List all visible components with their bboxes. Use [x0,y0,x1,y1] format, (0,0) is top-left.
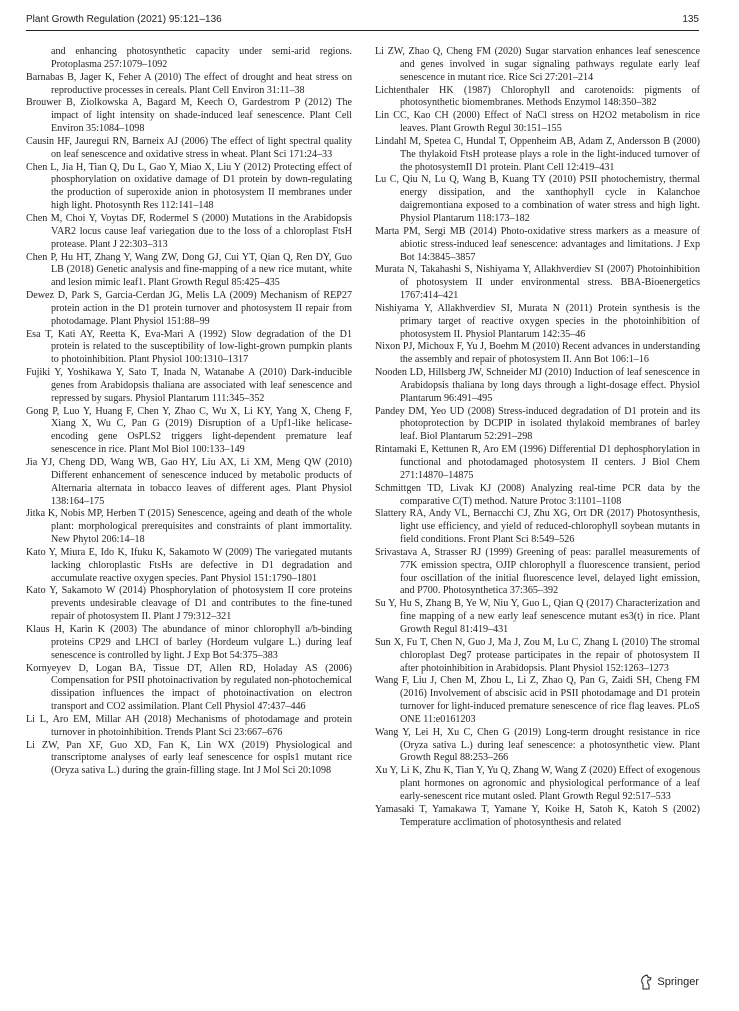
reference-item: Barnabas B, Jager K, Feher A (2010) The effect of drought and heat stress on reproductive processes in cereals. Plant Cell Environ 31:11–38 [26,71,352,96]
reference-item: Kato Y, Sakamoto W (2014) Phosphorylation of photosystem II core proteins prevents undesirable cleavage of D1 and contributes to the fine-tuned repair of photosystem II. Plant J 79:312–321 [26,585,352,623]
reference-item: Nixon PJ, Michoux F, Yu J, Boehm M (2010) Recent advances in understanding the assembly and repair of photosystem II. Ann Bot 106:1–16 [375,341,700,366]
reference-item: Nishiyama Y, Allakhverdiev SI, Murata N (2011) Protein synthesis is the primary target of reactive oxygen species in the photoinhibition of photosystem II. Physiol Plantarum 142:35–46 [375,302,700,340]
page-header [26,14,699,25]
reference-item: Lindahl M, Spetea C, Hundal T, Oppenheim AB, Adam Z, Andersson B (2000) The thylakoid FtsH protease plays a role in the light-induced turnover of the photosystemII D1 protein. Plant Cell 12:419–431 [375,135,700,173]
reference-item: Pandey DM, Yeo UD (2008) Stress-induced degradation of D1 protein and its photoprotection by DCPIP in isolated thylakoid membranes of barley leaf. Biol Plantarum 52:291–298 [375,405,700,443]
reference-item: Klaus H, Karin K (2003) The abundance of minor chlorophyll a/b-binding proteins CP29 and LHCI of barley (Hordeum vulgare L.) during leaf senescence is controlled by light. J Exp Bot 54:375–383 [26,623,352,661]
references-right-column [375,46,700,829]
reference-item: Lin CC, Kao CH (2000) Effect of NaCl stress on H2O2 metabolism in rice leaves. Plant Growth Regul 30:151–155 [375,110,700,135]
reference-item: Chen M, Choi Y, Voytas DF, Rodermel S (2000) Mutations in the Arabidopsis VAR2 locus cause leaf variegation due to the loss of a chloroplast FtsH protease. Plant J 22:303–313 [26,212,352,250]
publisher-footer [639,974,699,990]
reference-item: Marta PM, Sergi MB (2014) Photo-oxidative stress markers as a measure of abiotic stress-induced leaf senescence: advantages and limitations. J Exp Bot 14:3845–3857 [375,225,700,263]
reference-item: Lu C, Qiu N, Lu Q, Wang B, Kuang TY (2010) PSII photochemistry, thermal energy dissipation, and the xanthophyll cycle in Kalanchoe daigremontiana exposed to a combination of water stress and high light. Physiol Plantarum 118:173–182 [375,174,700,224]
reference-item: Rintamaki E, Kettunen R, Aro EM (1996) Differential D1 dephosphorylation in functional and photodamaged photosystem II centers. J Biol Chem 271:14870–14875 [375,444,700,481]
reference-item: Gong P, Luo Y, Huang F, Chen Y, Zhao C, Wu X, Li KY, Yang X, Cheng F, Xiang X, Wu C, Pan G (2019) Disruption of a Upf1-like helicase-encoding gene OsPLS2 triggers light-dependent premature leaf senescence in rice. Plant Mol Biol 100:133–149 [26,405,352,456]
page-number: 135 [682,14,699,25]
reference-item: and enhancing photosynthetic capacity under semi-arid regions. Protoplasma 257:1079–1092 [51,46,352,70]
publisher-name: Springer [657,976,699,988]
reference-item: Li ZW, Zhao Q, Cheng FM (2020) Sugar starvation enhances leaf senescence and genes involved in sugar signaling pathways regulate early leaf senescence in mutant rice. Rice Sci 27:201–214 [375,46,700,83]
header-rule [26,30,699,31]
reference-item: Kato Y, Miura E, Ido K, Ifuku K, Sakamoto W (2009) The variegated mutants lacking chloroplastic FtsHs are defective in D1 degradation and accumulate reactive oxygen species. Pant Physiol 151:1790–1801 [26,546,352,584]
reference-item: Chen L, Jia H, Tian Q, Du L, Gao Y, Miao X, Liu Y (2012) Protecting effect of phosphorylation on oxidative damage of D1 protein by down-regulating the production of superoxide anion in photosystem II membranes under high light. Photosynth Res 112:141–148 [26,161,352,212]
springer-horse-icon [639,974,653,990]
reference-item: Nooden LD, Hillsberg JW, Schneider MJ (2010) Induction of leaf senescence in Arabidopsis thaliana by long days through a light-dosage effect. Physiol Plantarum 96:491–495 [375,367,700,404]
reference-item: Li ZW, Pan XF, Guo XD, Fan K, Lin WX (2019) Physiological and transcriptome analyses of early leaf senescence for ospls1 mutant rice (Oryza sativa L.) during the grain-filling stage. Int J Mol Sci 20:1098 [26,739,352,777]
reference-item: Lichtenthaler HK (1987) Chlorophyll and carotenoids: pigments of photosynthetic biomembranes. Methods Enzymol 148:350–382 [375,84,700,109]
reference-item: Yamasaki T, Yamakawa T, Yamane Y, Koike H, Satoh K, Katoh S (2002) Temperature acclimation of photosynthesis and related [375,803,700,828]
reference-item: Wang F, Liu J, Chen M, Zhou L, Li Z, Zhao Q, Pan G, Zaidi SH, Cheng FM (2016) Involvement of abscisic acid in PSII photodamage and D1 protein turnover for light-induced premature senescence of rice flag leaves. PLoS ONE 11:e0161203 [375,675,700,725]
reference-item: Slattery RA, Andy VL, Bernacchi CJ, Zhu XG, Ort DR (2017) Photosynthesis, light use efficiency, and yield of reduced-chlorophyll soybean mutants in field conditions. Front Plant Sci 8:549–526 [375,508,700,546]
reference-item: Schmittgen TD, Livak KJ (2008) Analyzing real-time PCR data by the comparative C(T) method. Nature Protoc 3:1101–1108 [375,482,700,507]
journal-citation: Plant Growth Regulation (2021) 95:121–136 [26,14,222,25]
reference-item: Murata N, Takahashi S, Nishiyama Y, Allakhverdiev SI (2007) Photoinhibition of photosystem II under environmental stress. BBA-Bioenergetics 1767:414–421 [375,264,700,302]
reference-item: Brouwer B, Ziolkowska A, Bagard M, Keech O, Gardestrom P (2012) The impact of light intensity on shade-induced leaf senescence. Plant Cell Environ 35:1084–1098 [26,97,352,135]
reference-item: Sun X, Fu T, Chen N, Guo J, Ma J, Zou M, Lu C, Zhang L (2010) The stromal chloroplast Deg7 protease participates in the repair of photosystem II after photoinhibition in Arabidopsis. Plant Physiol 152:1263–1273 [375,636,700,674]
reference-item: Su Y, Hu S, Zhang B, Ye W, Niu Y, Guo L, Qian Q (2017) Characterization and fine mapping of a new early leaf senescence mutant es3(t) in rice. Plant Growth Regul 81:419–431 [375,598,700,635]
references-left-column [26,46,352,778]
reference-item: Xu Y, Li K, Zhu K, Tian Y, Yu Q, Zhang W, Wang Z (2020) Effect of exogenous plant hormones on agronomic and physiological performance of a leaf early-senescent rice mutant osled. Plant Growth Regul 92:517–533 [375,765,700,802]
reference-item: Srivastava A, Strasser RJ (1999) Greening of peas: parallel measurements of 77K emission spectra, OJIP chlorophyll a fluorescence transient, period four oscillation of the initial fluorescence level, delayed light emission, and P700. Photosynthetica 37:365–392 [375,546,700,597]
reference-item: Esa T, Kati AY, Reetta K, Eva-Mari A (1992) Slow degradation of the D1 protein is related to the susceptibility of low-light-grown pumpkin plants to photoinhibition. Plant Physiol 100:1310–1317 [26,328,352,366]
reference-item: Li L, Aro EM, Millar AH (2018) Mechanisms of photodamage and protein turnover in photoinhibition. Trends Plant Sci 23:667–676 [26,713,352,738]
reference-item: Causin HF, Jauregui RN, Barneix AJ (2006) The effect of light spectral quality on leaf senescence and oxidative stress in wheat. Plant Sci 171:24–33 [26,135,352,160]
reference-item: Kornyeyev D, Logan BA, Tissue DT, Allen RD, Holaday AS (2006) Compensation for PSII photoinactivation by regulated non-photochemical dissipation influences the impact of photoinactivation on electron transport and CO2 assimilation. Plant Cell Physiol 47:437–446 [26,662,352,713]
reference-item: Chen P, Hu HT, Zhang Y, Wang ZW, Dong GJ, Cui YT, Qian Q, Ren DY, Guo LB (2018) Genetic analysis and fine-mapping of a new rice mutant, white and lesion mimic leaf1. Plant Growth Regul 85:425–435 [26,251,352,289]
reference-item: Wang Y, Lei H, Xu C, Chen G (2019) Long-term drought resistance in rice (Oryza sativa L.) during leaf senescence: a photosynthetic view. Plant Growth Regul 88:253–266 [375,726,700,764]
reference-item: Jitka K, Nobis MP, Herben T (2015) Senescence, ageing and death of the whole plant: morphological prerequisites and constraints of plant immortality. New Phytol 206:14–18 [26,508,352,546]
reference-item: Dewez D, Park S, Garcia-Cerdan JG, Melis LA (2009) Mechanism of REP27 protein action in the D1 protein turnover and photosystem II repair from photodamage. Plant Physiol 151:88–99 [26,290,352,327]
reference-item: Fujiki Y, Yoshikawa Y, Sato T, Inada N, Watanabe A (2010) Dark-inducible genes from Arabidopsis thaliana are associated with leaf senescence and repressed by sugars. Physiol Plantarum 111:345–352 [26,367,352,404]
reference-item: Jia YJ, Cheng DD, Wang WB, Gao HY, Liu AX, Li XM, Meng QW (2010) Different enhancement of senescence induced by metabolic products of Alternaria alternata in tobacco leaves of different ages. Plant Physiol 138:164–175 [26,457,352,507]
